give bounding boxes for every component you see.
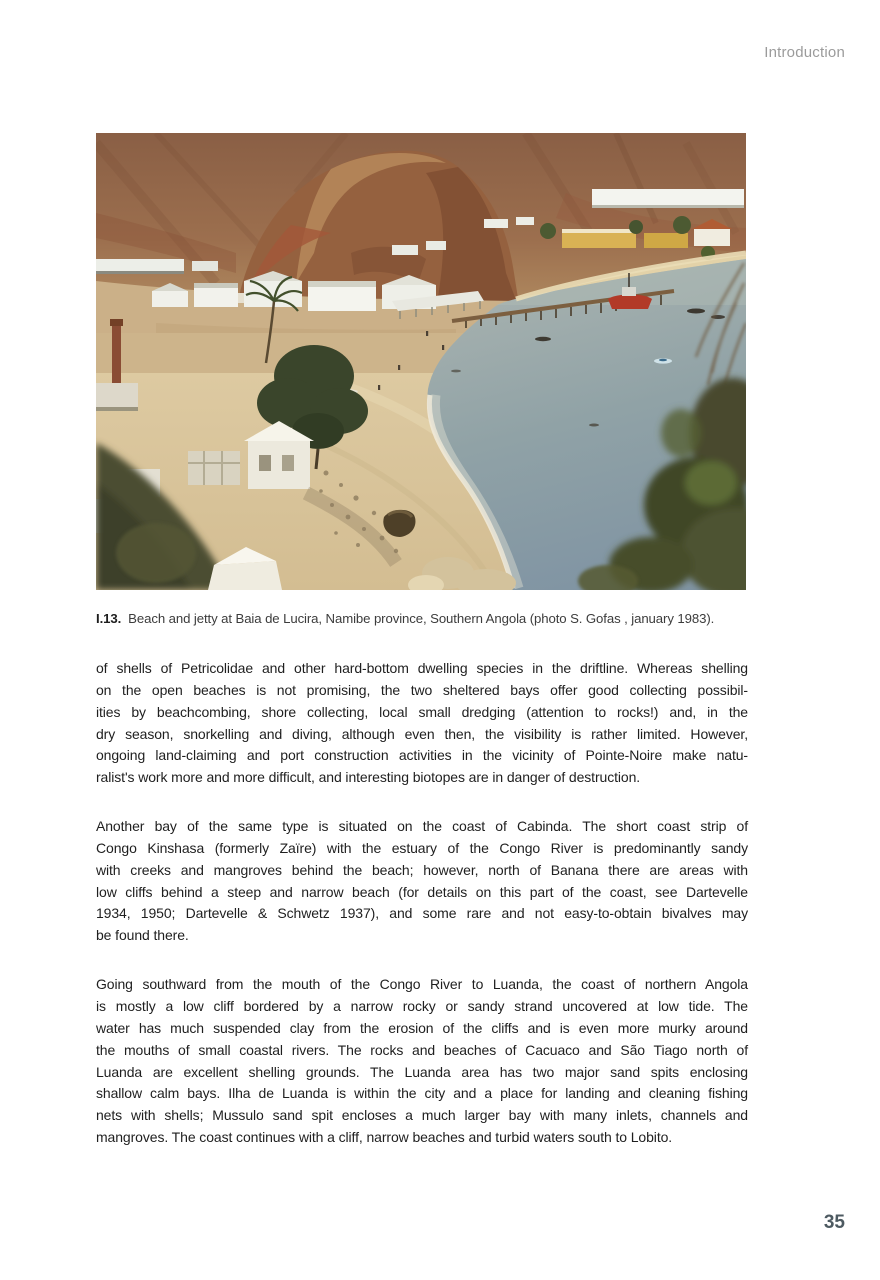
body-line: the mouths of small coastal rivers. The rocks and beaches of Cacuaco and São Tiago north of — [96, 1041, 748, 1058]
body-line: nets with shells; Mussulo sand spit encloses a much larger bay with many inlets, channels and — [96, 1107, 748, 1124]
figure-label: I.13. — [96, 611, 122, 626]
body-line: on the open beaches is not promising, the two sheltered bays offer good collecting possibil- — [96, 681, 748, 698]
page-number: 35 — [823, 1212, 845, 1233]
body-line: dry season, snorkelling and diving, although even then, the visibility is rather limited. However, — [96, 725, 748, 742]
body-line: ities by beachcombing, shore collecting, local small dredging (attention to rocks!) and, in the — [96, 703, 748, 720]
running-head: Introduction — [764, 44, 845, 61]
body-line: mangroves. The coast continues with a cliff, narrow beaches and turbid waters south to Lobito. — [96, 1129, 673, 1146]
body-line: ralist's work more and more difficult, and interesting biotopes are in danger of destruction. — [96, 769, 641, 786]
body-line: low cliffs behind a steep and narrow beach (for details on this part of the coast, see Dartevelle — [96, 883, 748, 900]
body-line: Congo Kinshasa (formerly Zaïre) with the estuary of the Congo River is predominantly sandy — [96, 839, 748, 856]
paragraph — [96, 816, 748, 947]
beach-photo — [96, 133, 746, 590]
beach-photo-illustration — [96, 133, 746, 590]
body-line: Luanda are excellent shelling grounds. The Luanda area has two major sand spits enclosing — [96, 1063, 748, 1080]
body-line: Another bay of the same type is situated on the coast of Cabinda. The short coast strip of — [96, 818, 748, 835]
body-line: with creeks and mangroves behind the beach; however, north of Banana there are areas with — [96, 861, 748, 878]
body-line: water has much suspended clay from the erosion of the cliffs and is even more murky around — [96, 1019, 748, 1036]
body-line: ongoing land-claiming and port construction activities in the vicinity of Pointe-Noire make natu- — [96, 747, 748, 764]
paragraph — [96, 974, 748, 1149]
body-line: be found there. — [96, 927, 189, 944]
body-line: 1934, 1950; Dartevelle & Schwetz 1937), and some rare and not easy-to-obtain bivalves may — [96, 905, 748, 922]
body-text — [96, 658, 748, 1176]
body-line: Going southward from the mouth of the Congo River to Luanda, the coast of northern Angola — [96, 976, 748, 993]
paragraph — [96, 658, 748, 789]
body-line: of shells of Petricolidae and other hard-bottom dwelling species in the driftline. Whereas shelling — [96, 660, 748, 676]
body-line: is mostly a low cliff bordered by a narrow rocky or sandy strand uncovered at low tide. The — [96, 997, 748, 1014]
figure-caption-text: Beach and jetty at Baia de Lucira, Namibe province, Southern Angola (photo S. Gofas , january 1983). — [128, 611, 715, 626]
figure-caption — [96, 611, 748, 626]
body-line: shallow calm bays. Ilha de Luanda is within the city and a place for landing and cleaning fishing — [96, 1085, 748, 1102]
